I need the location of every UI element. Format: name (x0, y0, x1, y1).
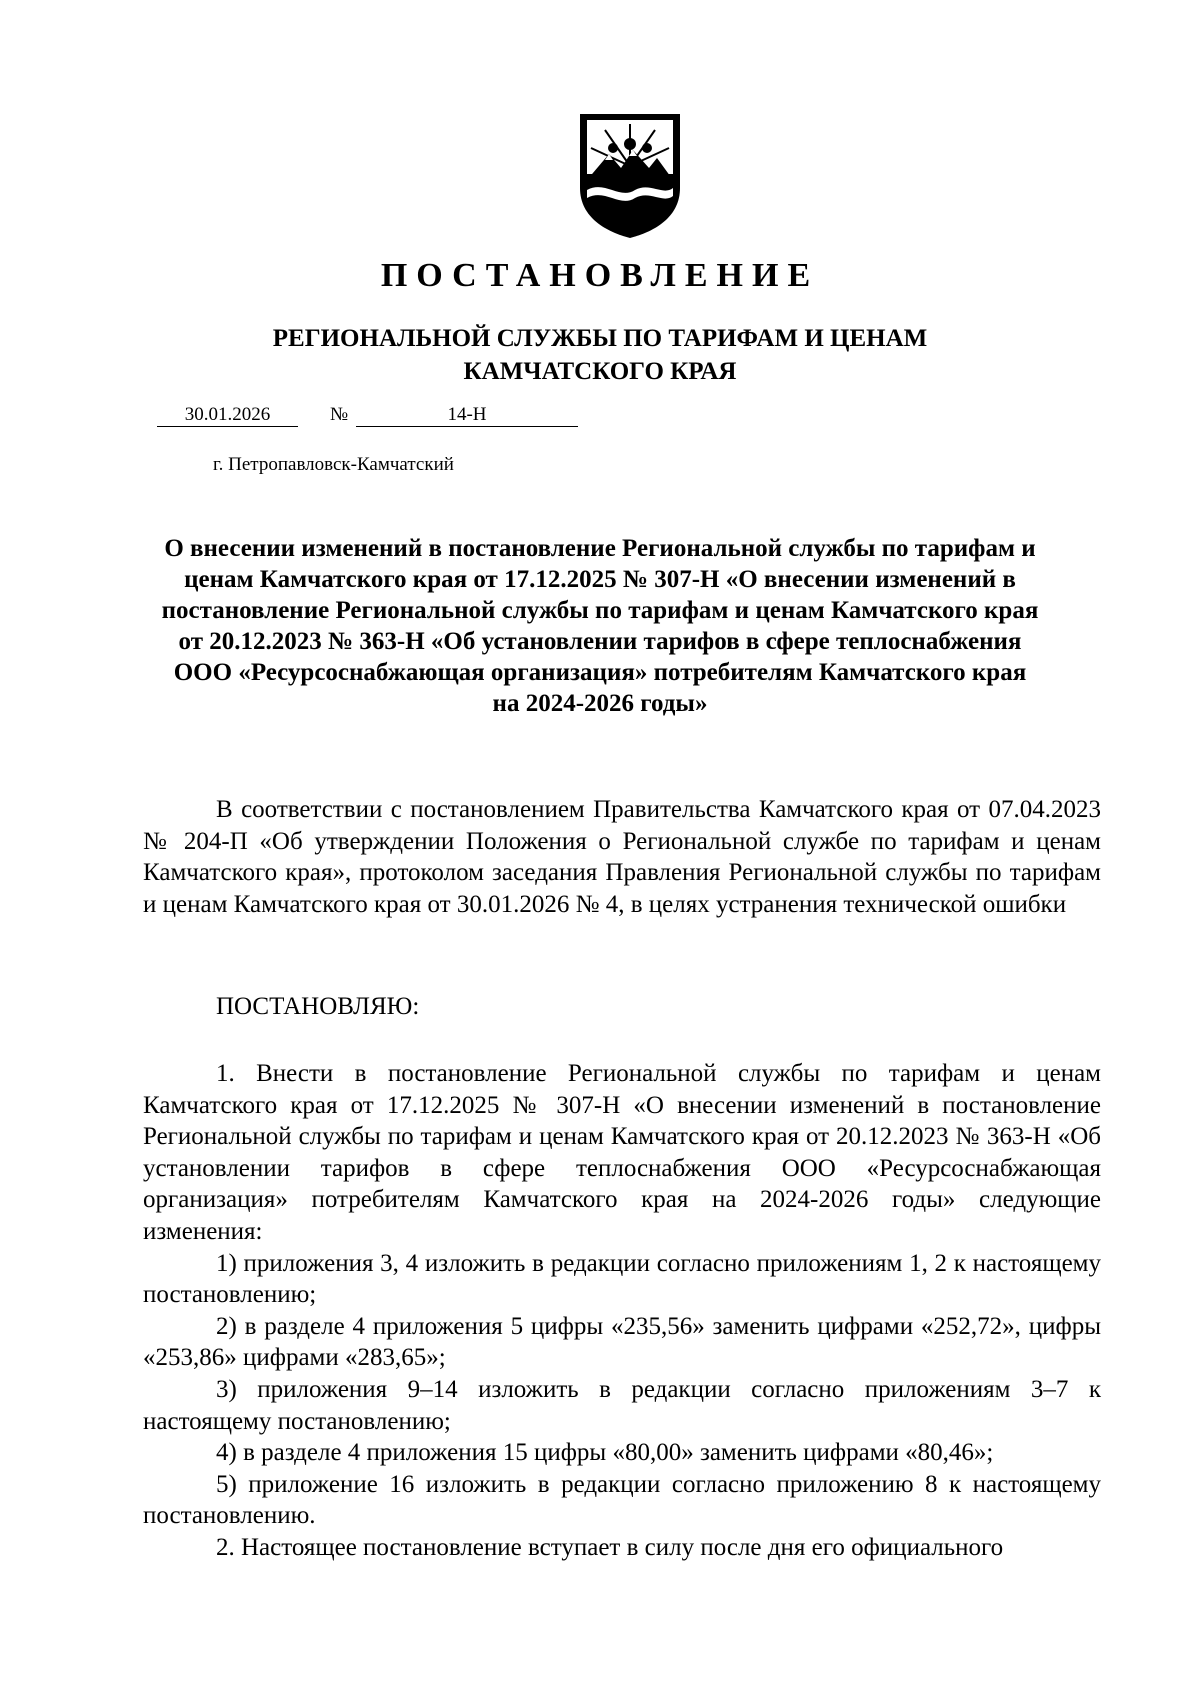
decree-subpoint: 5) приложение 16 изложить в редакции согласно приложению 8 к настоящему постановлению. (143, 1470, 1101, 1530)
decree-points (143, 1058, 1101, 1564)
coat-of-arms-emblem (575, 110, 685, 240)
decree-section (143, 991, 1101, 1023)
number-sign: № (330, 404, 349, 425)
city-of-issue: г. Петропавловск-Камчатский (213, 454, 454, 475)
decree-subpoint: 1) приложения 3, 4 изложить в редакции согласно приложениям 1, 2 к настоящему постановлению; (143, 1249, 1101, 1309)
decree-subpoint: 4) в разделе 4 приложения 15 цифры «80,00» заменить цифрами «80,46»; (216, 1439, 994, 1467)
issuer-line-1: РЕГИОНАЛЬНОЙ СЛУЖБЫ ПО ТАРИФАМ И ЦЕНАМ (272, 325, 928, 352)
document-date: 30.01.2026 (157, 404, 298, 427)
document-number: 14-Н (356, 404, 578, 427)
preamble (143, 794, 1101, 920)
decree-subpoint: 3) приложения 9–14 изложить в редакции согласно приложениям 3–7 к настоящему постановлению; (143, 1375, 1101, 1435)
preamble-paragraph: В соответствии с постановлением Правительства Камчатского края от 07.04.2023 № 204-П «Об утверждении Положения о Региональной службе по тарифам и ценам Камчатского края», протоколом заседания Правления Региональной службы по тарифам и ценам Камчатского края от 30.01.2026 № 4, в целях устранения технической ошибки (143, 796, 1101, 918)
decree-subpoint: 2) в разделе 4 приложения 5 цифры «235,56» заменить цифрами «252,72», цифры «253,86» цифрами «283,65»; (143, 1312, 1101, 1372)
document-heading: О внесении изменений в постановление Региональной службы по тарифам и ценам Камчатского края от 17.12.2025 № 307-Н «О внесении изменений в постановление Региональной службы по тарифам и ценам Камчатского края от 20.12.2023 № 363-Н «Об установлении тарифов в сфере теплоснабжения ООО «Ресурсоснабжающая организация» потребителям Камчатского края на 2024-2026 годы» (161, 535, 1039, 717)
decree-point: 1. Внести в постановление Региональной службы по тарифам и ценам Камчатского края от 17.12.2025 № 307-Н «О внесении изменений в постановление Региональной службы по тарифам и ценам Камчатского края от 20.12.2023 № 363-Н «Об установлении тарифов в сфере теплоснабжения ООО «Ресурсоснабжающая организация» потребителям Камчатского края на 2024-2026 годы» следующие изменения: (143, 1060, 1101, 1245)
issuer-line-2: КАМЧАТСКОГО КРАЯ (463, 358, 737, 385)
document-type-title: ПОСТАНОВЛЕНИЕ (380, 257, 820, 294)
decree-point: 2. Настоящее постановление вступает в силу после дня его официального (216, 1533, 1004, 1561)
issuer-name (0, 322, 1200, 388)
decree-word: ПОСТАНОВЛЯЮ: (216, 993, 420, 1020)
